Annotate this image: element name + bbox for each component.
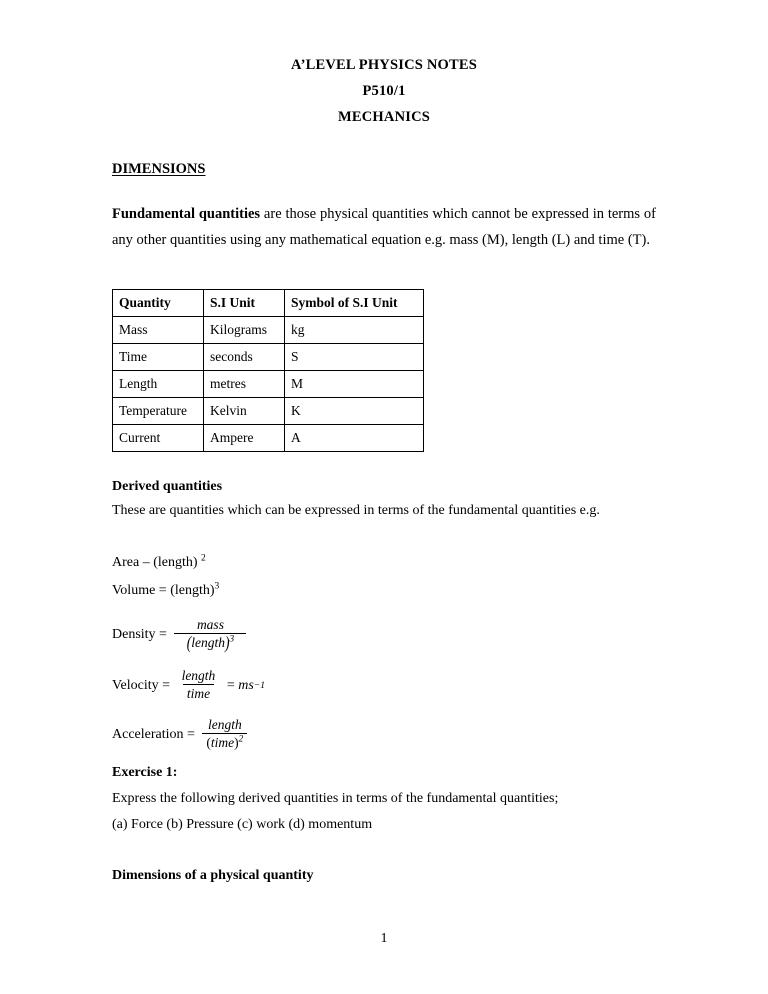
equation-density-paren-close: )	[225, 632, 230, 653]
equation-density-denominator-exponent: 3	[229, 633, 235, 644]
equation-velocity-label: Velocity =	[112, 677, 174, 693]
fundamental-quantities-paragraph	[112, 201, 656, 253]
cell-si-unit: Kilograms	[204, 317, 285, 344]
table-row	[113, 317, 424, 344]
cell-quantity: Current	[113, 425, 204, 452]
cell-si-unit: metres	[204, 371, 285, 398]
equation-velocity-unit: ms	[238, 677, 254, 693]
equation-velocity-numerator: length	[181, 668, 216, 683]
equation-acceleration-denominator-exponent: 2	[238, 733, 244, 744]
cell-symbol: M	[285, 371, 424, 398]
page-number: 1	[380, 931, 388, 946]
equation-velocity-equals: =	[223, 677, 239, 693]
equation-density-denominator-body: length	[191, 635, 226, 651]
fundamental-quantities-lead: Fundamental quantities	[112, 205, 261, 222]
cell-si-unit: seconds	[204, 344, 285, 371]
equation-velocity-denominator: time	[183, 684, 214, 701]
si-units-table	[112, 289, 424, 452]
equation-velocity-fraction	[178, 668, 220, 701]
document-title-line-3: MECHANICS	[337, 109, 431, 125]
fundamental-quantities-rest: are those physical quantities which cannot be expressed in terms of any other quantities using any mathematical equation e.g. mass (M), length (L) and time (T).	[112, 205, 656, 248]
equation-acceleration	[112, 718, 251, 751]
dimensions-of-physical-quantity-heading: Dimensions of a physical quantity	[112, 868, 314, 883]
cell-symbol: kg	[285, 317, 424, 344]
table-row	[113, 425, 424, 452]
equation-density-denominator	[174, 632, 246, 653]
cell-quantity: Mass	[113, 317, 204, 344]
cell-symbol: S	[285, 344, 424, 371]
equation-acceleration-numerator: length	[207, 717, 242, 732]
cell-quantity: Time	[113, 344, 204, 371]
equation-density-paren-open: (	[186, 632, 192, 653]
equation-velocity: Velocity = $\frac{\text{length}}{\text{time}}$ = ms −1	[112, 668, 265, 702]
cell-quantity: Temperature	[113, 398, 204, 425]
cell-si-unit: Ampere	[204, 425, 285, 452]
equation-volume-exponent: 3	[214, 581, 220, 592]
table-row	[113, 398, 424, 425]
table-row	[113, 344, 424, 371]
document-title-line-2: P510/1	[362, 83, 406, 99]
equation-density	[112, 618, 250, 651]
equation-density-fraction	[174, 617, 246, 653]
equation-acceleration-paren-close: )	[234, 735, 239, 751]
document-title-line-1: A’LEVEL PHYSICS NOTES	[290, 57, 478, 73]
equation-density-numerator: mass	[196, 617, 224, 632]
derived-quantities-heading: Derived quantities	[112, 479, 223, 494]
equation-density-label: Density =	[112, 626, 171, 642]
equation-acceleration-paren-open: (	[206, 735, 211, 751]
table-row	[113, 371, 424, 398]
equation-acceleration-label: Acceleration =	[112, 726, 199, 742]
exercise-heading: Exercise 1:	[112, 765, 178, 780]
dimensions-heading: DIMENSIONS	[112, 161, 206, 177]
exercise-items: (a) Force (b) Pressure (c) work (d) momentum	[112, 817, 373, 832]
cell-si-unit: Kelvin	[204, 398, 285, 425]
cell-symbol: A	[285, 425, 424, 452]
equation-area-label: Area – (length)	[112, 555, 198, 570]
table-header-si-unit: S.I Unit	[204, 290, 285, 317]
exercise-instruction: Express the following derived quantities in terms of the fundamental quantities;	[112, 791, 559, 806]
equation-area	[112, 555, 206, 571]
equation-area-exponent: 2	[201, 553, 206, 564]
table-header-symbol: Symbol of S.I Unit	[285, 290, 424, 317]
equation-acceleration-fraction	[202, 717, 247, 750]
equation-volume	[112, 583, 219, 599]
derived-quantities-text: These are quantities which can be expressed in terms of the fundamental quantities e.g.	[112, 503, 600, 518]
cell-quantity: Length	[113, 371, 204, 398]
table-header-quantity: Quantity	[113, 290, 204, 317]
equation-acceleration-denominator	[202, 733, 247, 750]
equation-acceleration-denominator-body: time	[210, 735, 235, 751]
cell-symbol: K	[285, 398, 424, 425]
table-header-row	[113, 290, 424, 317]
equation-volume-label: Volume = (length)	[112, 583, 215, 598]
